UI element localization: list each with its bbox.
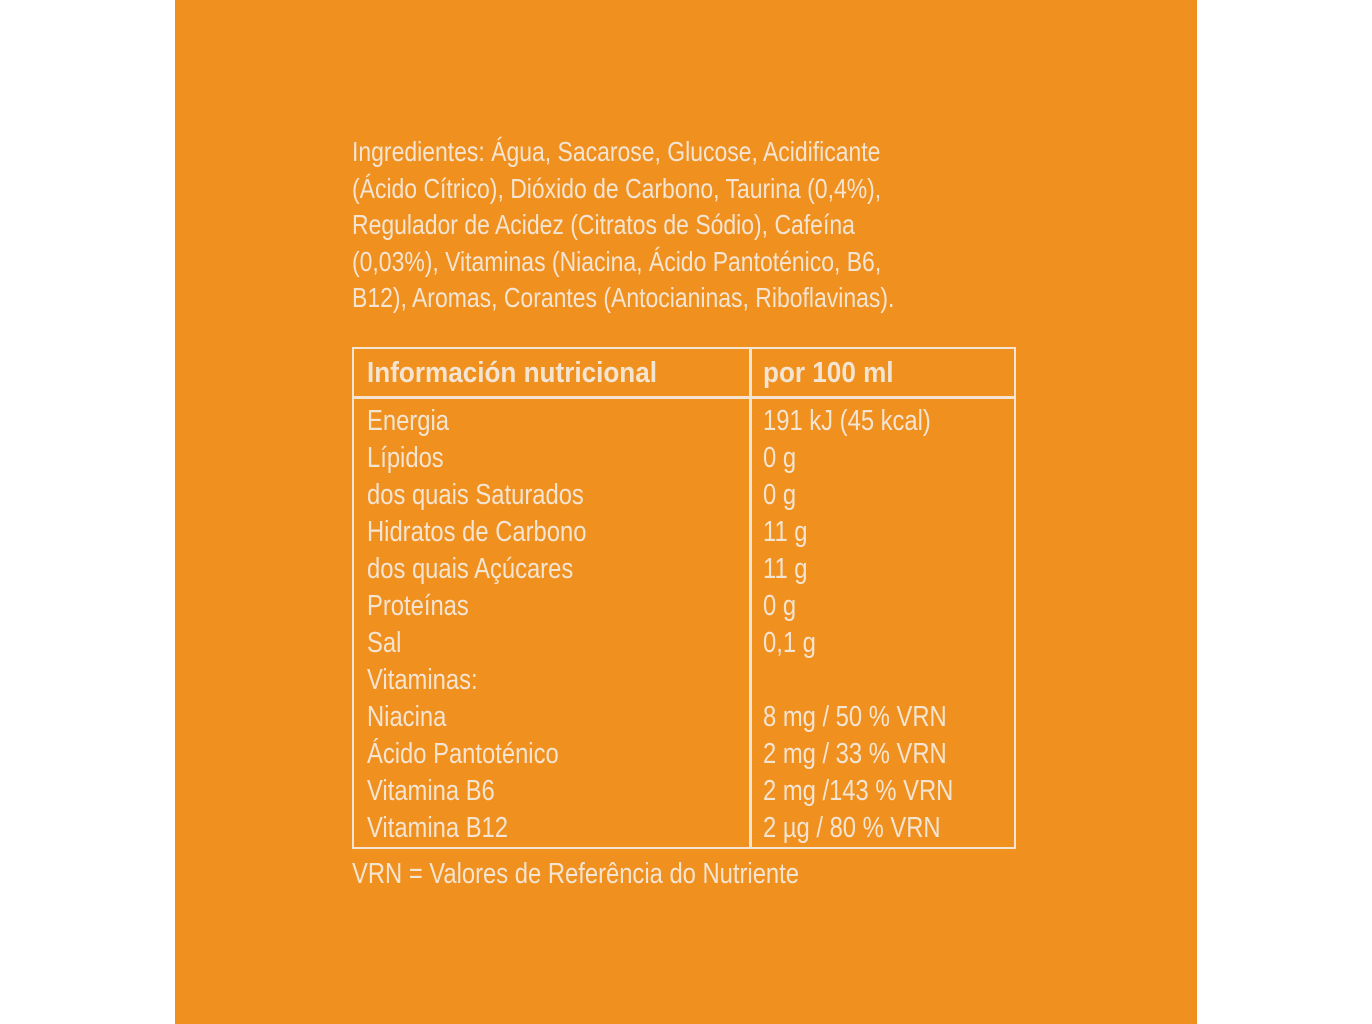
nutrient-name: dos quais Açúcares xyxy=(367,553,574,585)
nutrient-value: 8 mg / 50 % VRN xyxy=(763,701,947,733)
nutrient-value: 11 g xyxy=(763,516,808,548)
nutrient-name: Vitamina B12 xyxy=(367,812,509,844)
ingredients-line: B12), Aromas, Corantes (Antocianinas, Riboflavinas). xyxy=(352,282,895,313)
nutrient-value: 2 µg / 80 % VRN xyxy=(763,812,941,844)
ingredients-line: (Ácido Cítrico), Dióxido de Carbono, Taurina (0,4%), xyxy=(352,172,882,204)
table-row xyxy=(354,662,1014,699)
nutrient-name: Ácido Pantoténico xyxy=(367,738,559,770)
table-row xyxy=(354,477,1014,514)
ingredients-text xyxy=(352,134,1013,317)
header-divider xyxy=(354,396,1014,399)
nutrient-value: 2 mg /143 % VRN xyxy=(763,775,954,807)
nutrient-value: 0 g xyxy=(763,590,797,622)
nutrient-value: 0,1 g xyxy=(763,627,816,659)
nutrient-value: 191 kJ (45 kcal) xyxy=(763,405,931,437)
nutrition-table xyxy=(352,347,1016,849)
table-row xyxy=(354,514,1014,551)
footnote: VRN = Valores de Referência do Nutriente xyxy=(352,858,799,890)
table-row xyxy=(354,625,1014,662)
table-row xyxy=(354,588,1014,625)
nutrient-value: 11 g xyxy=(763,553,808,585)
nutrient-name: Sal xyxy=(367,627,402,659)
table-row xyxy=(354,736,1014,773)
ingredients-line: Ingredientes: Água, Sacarose, Glucose, Acidificante xyxy=(352,136,881,167)
nutrient-value: 0 g xyxy=(763,442,797,474)
header-nutrition-info: Información nutricional xyxy=(367,357,658,389)
nutrient-name: Vitamina B6 xyxy=(367,775,495,807)
nutrient-name: Energia xyxy=(367,405,449,437)
table-row xyxy=(354,699,1014,736)
ingredients-line: (0,03%), Vitaminas (Niacina, Ácido Pantoténico, B6, xyxy=(352,245,882,277)
nutrient-value: 0 g xyxy=(763,479,797,511)
table-row xyxy=(354,773,1014,810)
nutrient-name: Proteínas xyxy=(367,590,469,622)
nutrient-name: dos quais Saturados xyxy=(367,479,584,511)
nutrient-name: Hidratos de Carbono xyxy=(367,516,587,548)
nutrient-name: Vitaminas: xyxy=(367,664,478,696)
nutrient-name: Lípidos xyxy=(367,442,444,474)
table-row xyxy=(354,551,1014,588)
nutrient-value: 2 mg / 33 % VRN xyxy=(763,738,947,770)
table-row xyxy=(354,440,1014,477)
table-row xyxy=(354,403,1014,440)
table-body xyxy=(354,403,1014,847)
table-row xyxy=(354,810,1014,847)
ingredients-line: Regulador de Acidez (Citratos de Sódio), Cafeína xyxy=(352,209,855,240)
nutrient-name: Niacina xyxy=(367,701,447,733)
header-per-100ml: por 100 ml xyxy=(763,357,894,389)
